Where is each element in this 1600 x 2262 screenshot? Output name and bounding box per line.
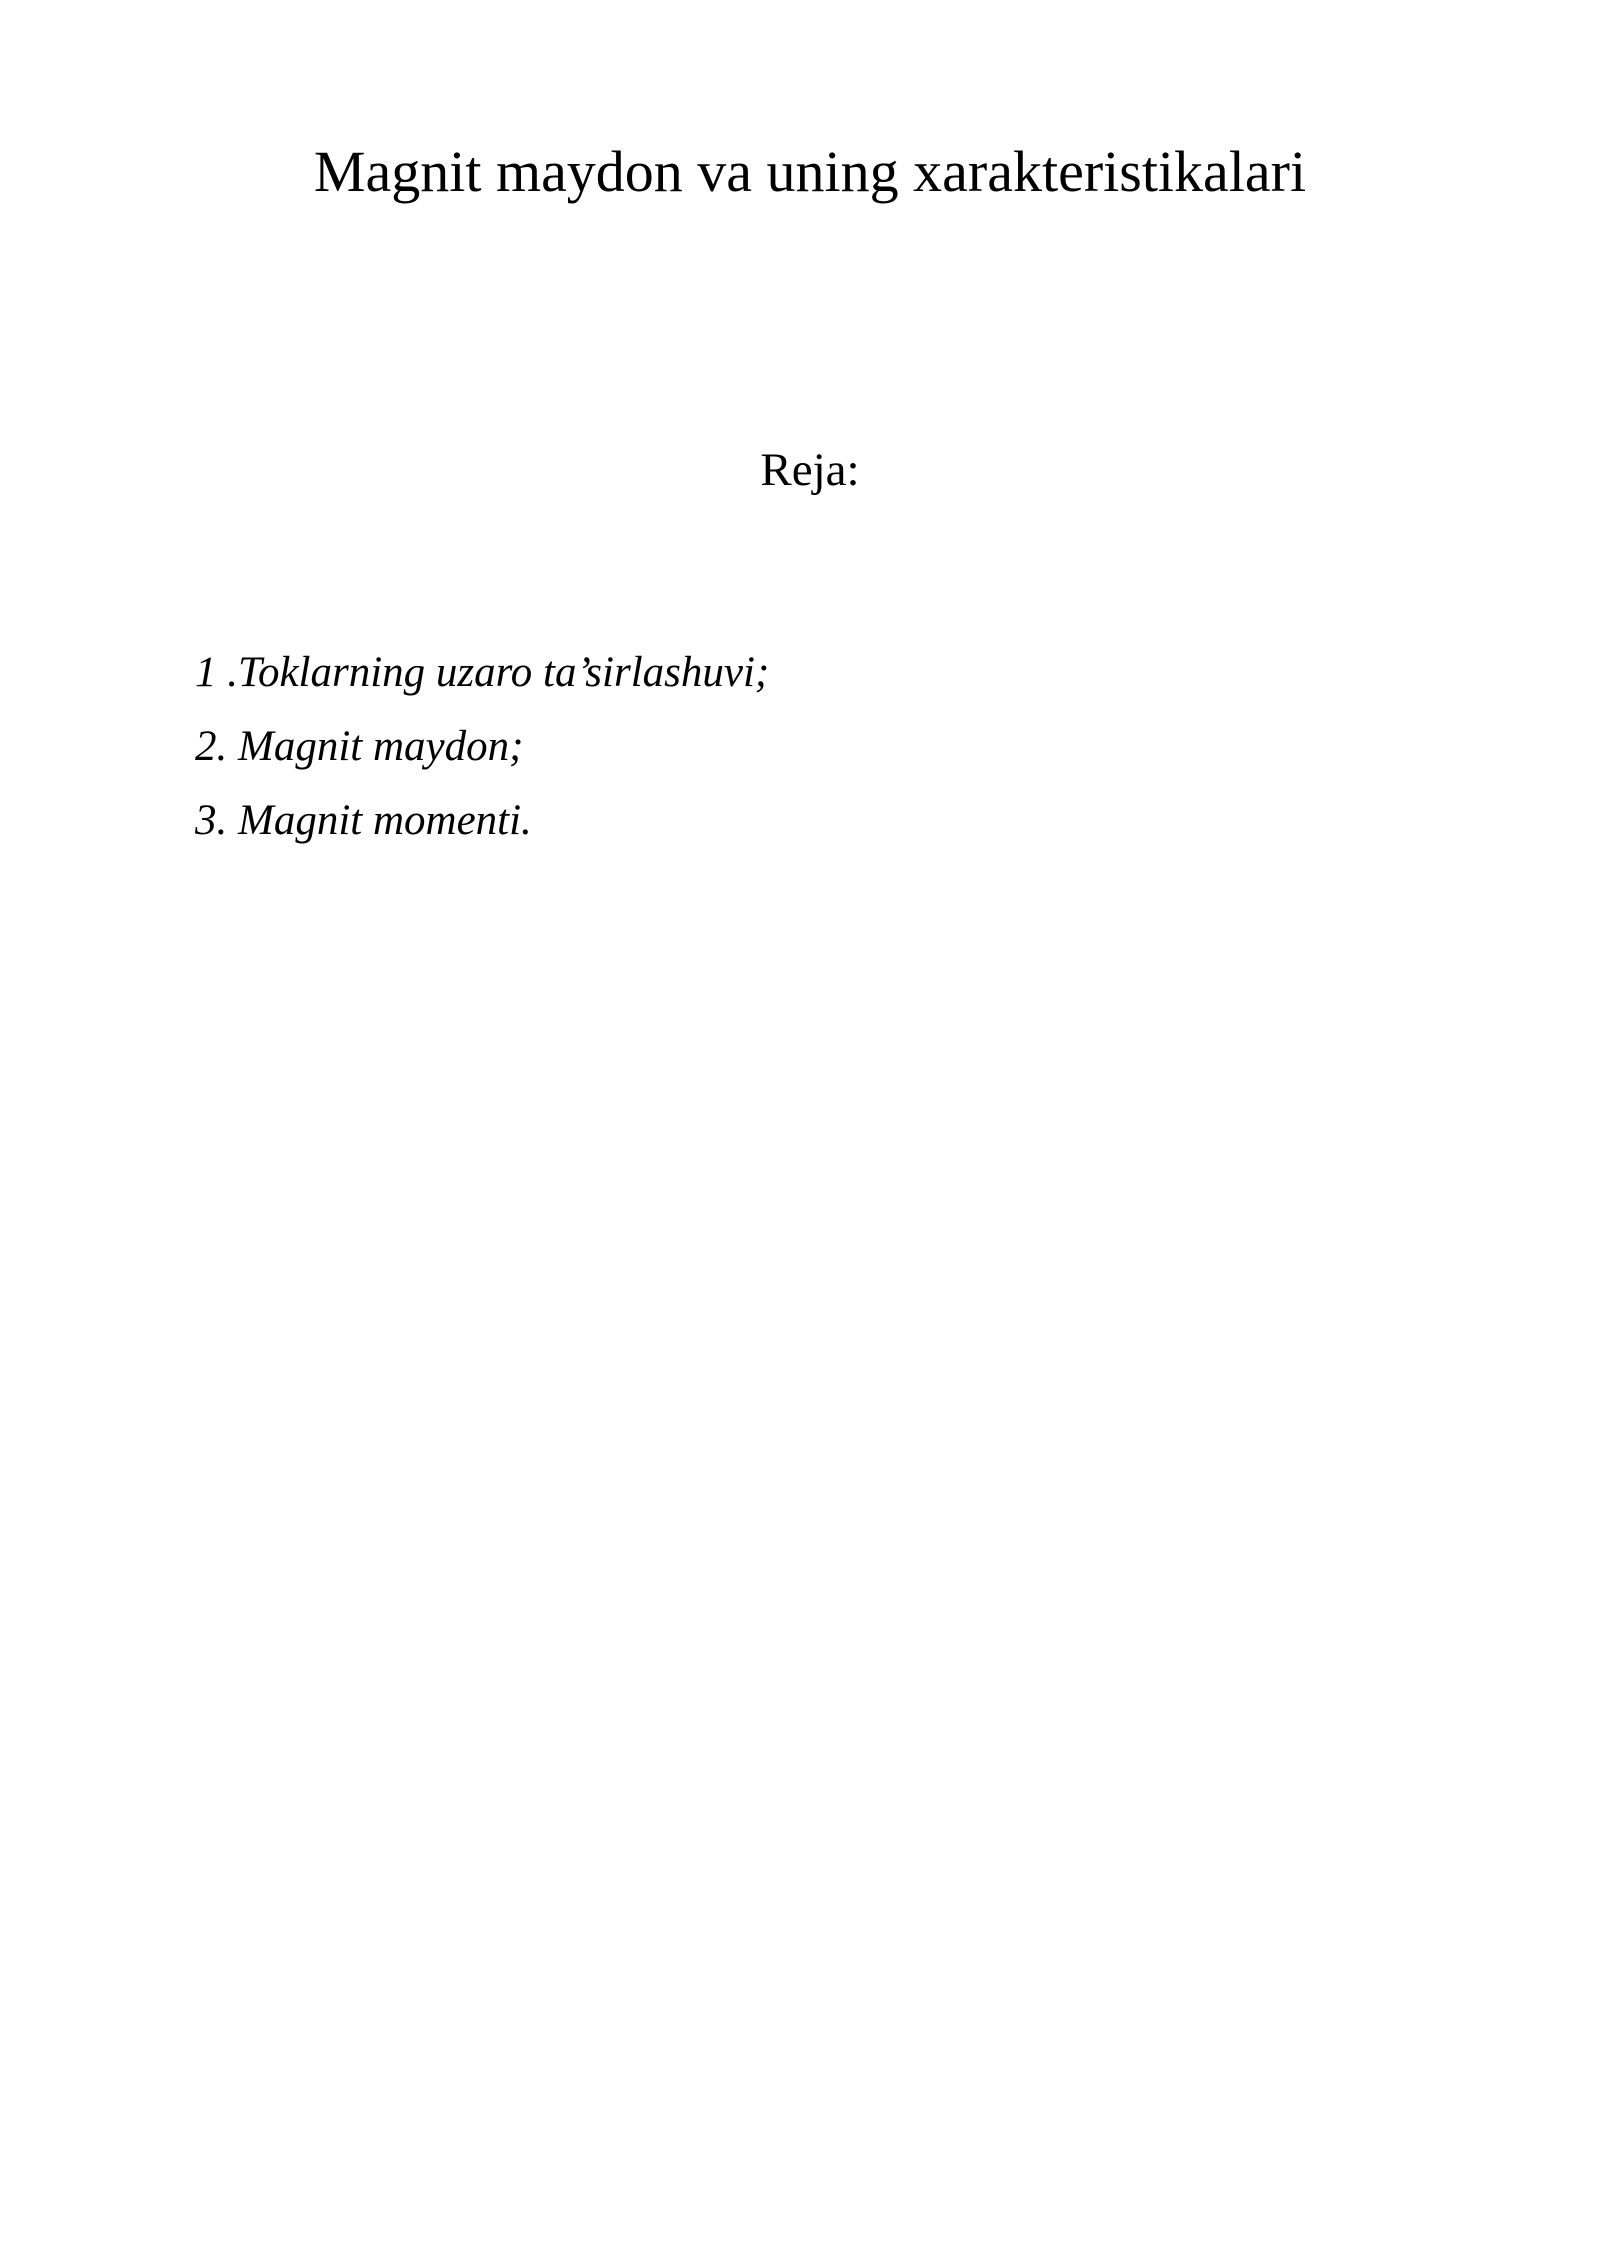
plan-item-3: 3. Magnit momenti. [195, 797, 532, 844]
plan-list [195, 636, 769, 858]
plan-heading: Reja: [760, 444, 860, 496]
plan-item-1: 1 .Toklarning uzaro ta’sirlashuvi; [195, 649, 770, 696]
page-title: Magnit maydon va uning xarakteristikalari [313, 139, 1307, 204]
plan-item-2: 2. Magnit maydon; [195, 723, 524, 770]
